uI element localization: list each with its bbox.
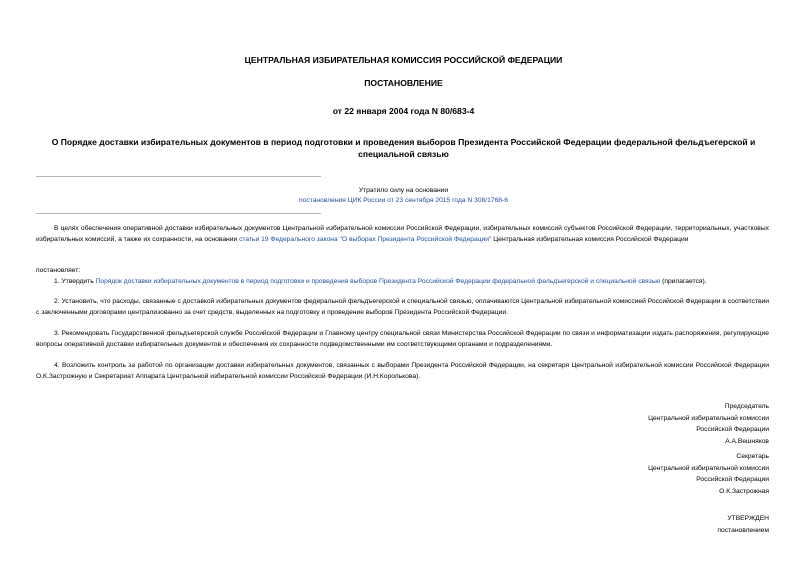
divider-top (36, 176, 321, 177)
secretary-name: О.К.Застрожная (719, 487, 769, 495)
chairman-org1: Центральной избирательной комиссии (648, 414, 769, 422)
preamble-paragraph (36, 224, 769, 245)
commission-heading: ЦЕНТРАЛЬНАЯ ИЗБИРАТЕЛЬНАЯ КОМИССИЯ РОССИЙСКОЙ ФЕДЕРАЦИИ (244, 55, 563, 65)
item-1-after: (прилагается). (660, 278, 707, 285)
decides-label: постановляет: (36, 267, 81, 274)
chairman-role: Председатель (724, 403, 769, 410)
secretary-signature (648, 451, 769, 497)
item-1 (36, 277, 769, 288)
date-number: от 22 января 2004 года N 80/683-4 (332, 106, 475, 116)
procedure-link[interactable]: Порядок доставки избирательных документов в период подготовки и проведения выборов Президента Российской Федерации федеральной фельдъегерской и специальной связью (95, 278, 661, 285)
document-title: О Порядке доставки избирательных документов в период подготовки и проведения выборов Президента Российской Федерации федеральной фельдъегерской и специальной связью (51, 137, 756, 159)
secretary-org2: Российской Федерации (696, 476, 769, 483)
secretary-role: Секретарь (736, 453, 769, 460)
law-article-link[interactable]: статьи 19 Федерального закона "О выборах Президента Российской Федерации" (239, 235, 492, 243)
approved-by: постановлением (717, 526, 769, 534)
preamble-text-before: В целях обеспечения оперативной доставки избирательных документов Центральной избирательной комиссии Российской Федерации, избирательных комиссий субъектов Российской Федерации, территориальных, участковых избирательных комиссий, а также их сохранности, на основании (36, 225, 769, 243)
approval-block (717, 513, 769, 536)
item-4: 4. Возложить контроль за работой по организации доставки избирательных документов, связанных с выборами Президента Российской Федерации, на секретаря Центральной избирательной комиссии Российской Федерации О.К.Застрожную и Секретариат Аппарата Центральной избирательной комиссии Российской Федерации (И.Н.Королькова). (36, 362, 769, 380)
divider-bottom (36, 213, 321, 214)
preamble-text-after: Центральная избирательная комиссия Российской Федерации (491, 235, 689, 243)
item-1-before: 1. Утвердить (54, 278, 96, 285)
document-type: ПОСТАНОВЛЕНИЕ (364, 78, 443, 88)
chairman-org2: Российской Федерации (696, 426, 769, 433)
approved-label: УТВЕРЖДЕН (727, 515, 769, 522)
item-2: 2. Установить, что расходы, связанные с доставкой избирательных документов федеральной фельдъегерской и специальной связью, оплачиваются Центральной избирательной комиссией Российской Федерации в соответствии с заключенными договорами централизованно за счет средств, выделенных на подготовку и проведение выборов Президента Российской Федерации. (36, 298, 769, 316)
lost-force-note: Утратило силу на основании (358, 187, 449, 194)
basis-link[interactable]: постановления ЦИК России от 23 сентября 2015 года N 308/1768-6 (299, 197, 508, 204)
lost-force-basis-wrap (36, 196, 771, 206)
chairman-name: А.А.Вешняков (725, 437, 769, 445)
chairman-signature (648, 401, 769, 447)
item-3: 3. Рекомендовать Государственной фельдъегерской службе Российской Федерации и Главному центру специальной связи Министерства Российской Федерации по связи и информатизации издать распоряжения, регулирующие вопросы оперативной доставки избирательных документов и обеспечения их сохранности подведомственными им соответствующими органами и подразделениями. (36, 330, 769, 348)
secretary-org1: Центральной избирательной комиссии (648, 464, 769, 472)
